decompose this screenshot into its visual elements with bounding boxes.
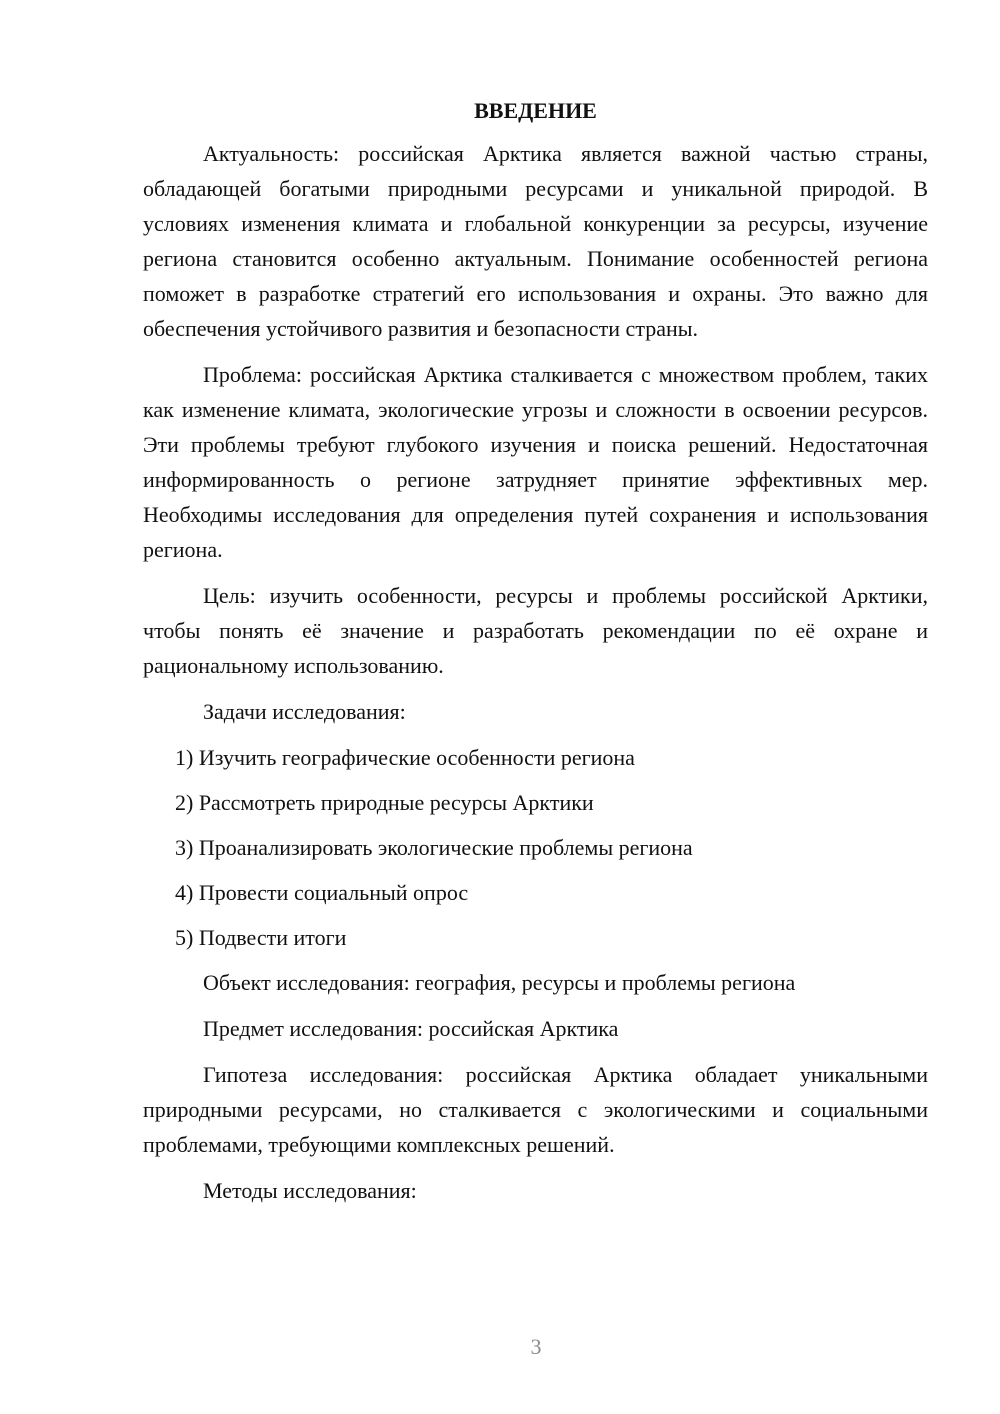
subject-paragraph: Предмет исследования: российская Арктика	[203, 1016, 619, 1041]
relevance-paragraph: Актуальность: российская Арктика является важной частью страны, обладающей богатыми природными ресурсами и уникальной природой. В условиях изменения климата и глобальной конкуренции за ресурсы, изучение региона становится особенно актуальным. Понимание особенностей региона поможет в разработке стратегий его использования и охраны. Это важно для обеспечения устойчивого развития и безопасности страны.	[143, 141, 928, 341]
hypothesis-paragraph: Гипотеза исследования: российская Арктика обладает уникальными природными ресурсами, но сталкивается с экологическими и социальными проблемами, требующими комплексных решений.	[143, 1062, 928, 1157]
list-item: 5) Подвести итоги	[175, 925, 347, 950]
page-title: ВВЕДЕНИЕ	[474, 98, 597, 123]
methods-heading: Методы исследования:	[203, 1178, 417, 1203]
page-number: 3	[530, 1334, 542, 1359]
page-content	[143, 96, 928, 1219]
object-paragraph: Объект исследования: география, ресурсы и проблемы региона	[203, 970, 796, 995]
list-item: 3) Проанализировать экологические проблемы региона	[175, 835, 693, 860]
list-item: 1) Изучить географические особенности региона	[175, 745, 635, 770]
tasks-list	[143, 740, 928, 955]
list-item: 2) Рассмотреть природные ресурсы Арктики	[175, 790, 594, 815]
tasks-heading: Задачи исследования:	[203, 699, 406, 724]
list-item: 4) Провести социальный опрос	[175, 880, 469, 905]
problem-paragraph: Проблема: российская Арктика сталкивается с множеством проблем, таких как изменение климата, экологические угрозы и сложности в освоении ресурсов. Эти проблемы требуют глубокого изучения и поиска решений. Недостаточная информированность о регионе затрудняет принятие эффективных мер. Необходимы исследования для определения путей сохранения и использования региона.	[143, 362, 928, 562]
goal-paragraph: Цель: изучить особенности, ресурсы и проблемы российской Арктики, чтобы понять её значение и разработать рекомендации по её охране и рациональному использованию.	[143, 583, 928, 678]
